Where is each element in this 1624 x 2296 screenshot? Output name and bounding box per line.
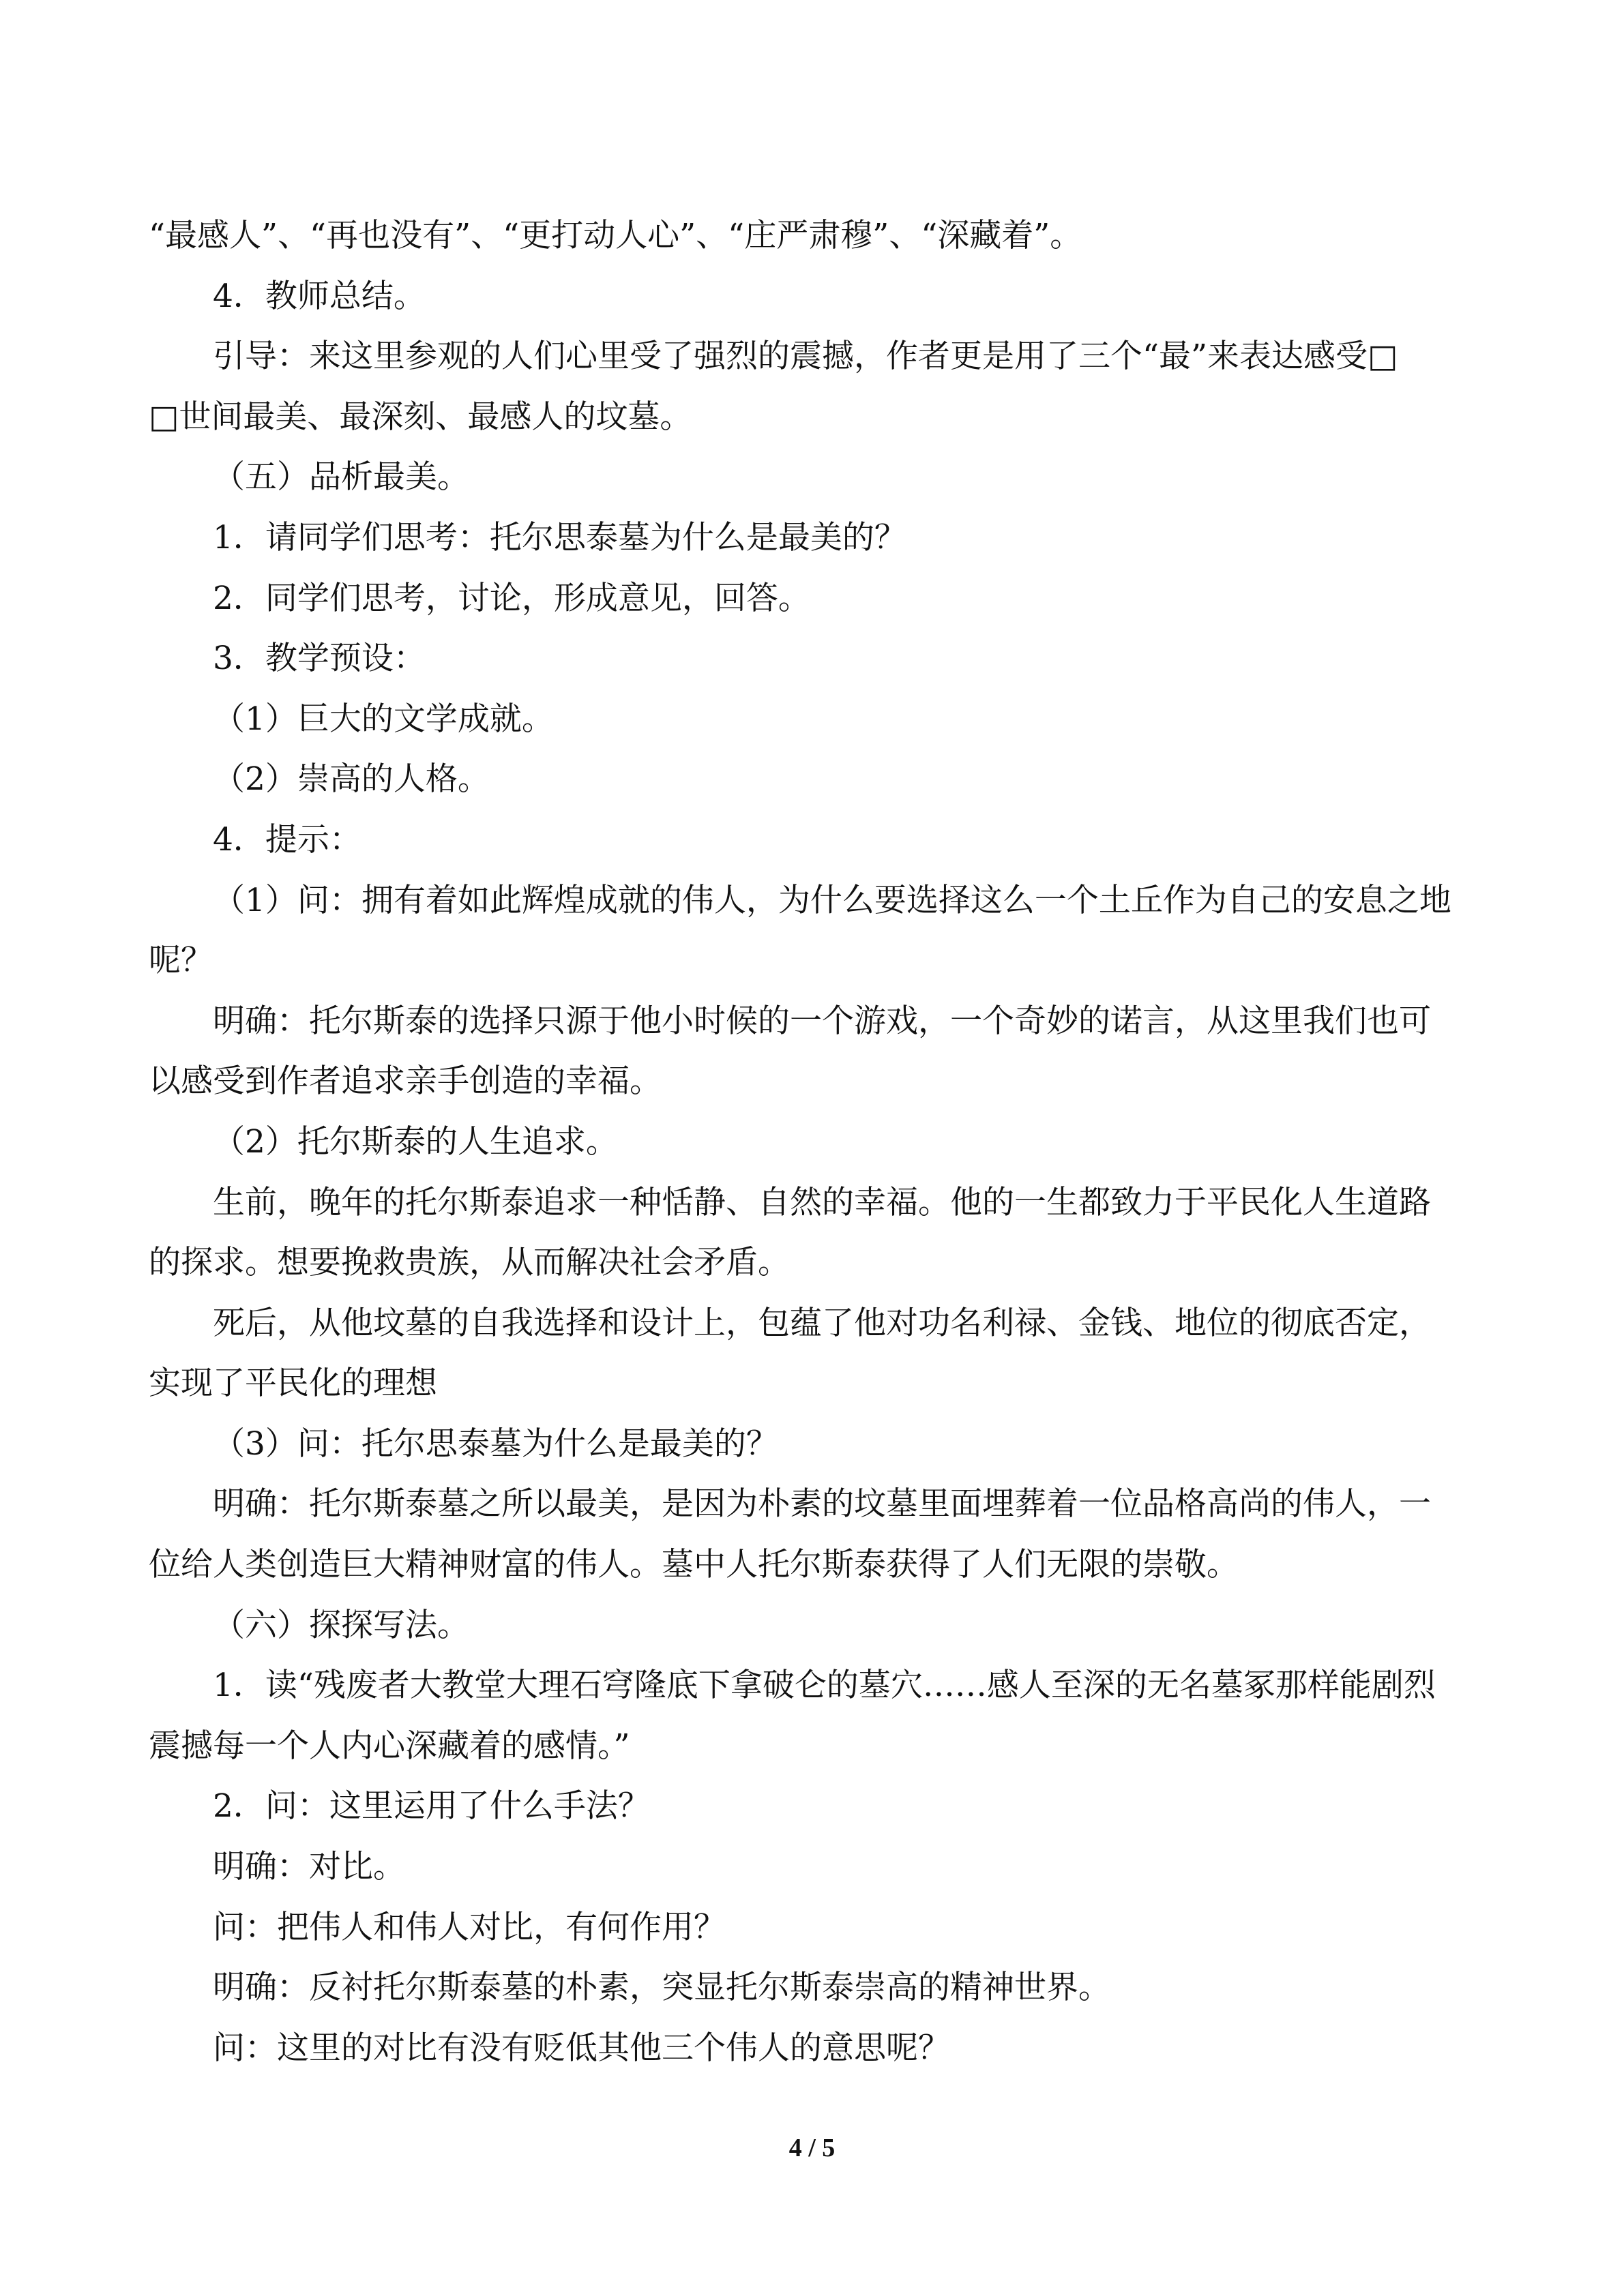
text-line: 明确：托尔斯泰的选择只源于他小时候的一个游戏，一个奇妙的诺言，从这里我们也可 xyxy=(213,1002,1431,1040)
text-line: 明确：对比。 xyxy=(213,1848,405,1886)
text-line: （1）巨大的文学成就。 xyxy=(213,700,554,738)
text-line: 1．请同学们思考：托尔思泰墓为什么是最美的？ xyxy=(213,518,906,556)
text-line: 4．提示： xyxy=(213,820,361,859)
text-line: 明确：反衬托尔斯泰墓的朴素，突显托尔斯泰崇高的精神世界。 xyxy=(213,1969,1110,2007)
text-line: 问：这里的对比有没有贬低其他三个伟人的意思呢？ xyxy=(213,2029,950,2067)
text-line: 1．读“残废者大教堂大理石穹隆底下拿破仑的墓穴……感人至深的无名墓冢那样能剧烈 xyxy=(213,1667,1436,1705)
text-line: （1）问：拥有着如此辉煌成就的伟人，为什么要选择这么一个土丘作为自己的安息之地 xyxy=(213,881,1451,919)
text-line: 呢？ xyxy=(149,942,213,980)
text-line: （2）崇高的人格。 xyxy=(213,760,490,799)
text-line: 2．同学们思考，讨论，形成意见，回答。 xyxy=(213,579,810,617)
text-line: 问：把伟人和伟人对比，有何作用？ xyxy=(213,1908,726,1946)
text-line: 震撼每一个人内心深藏着的感情。” xyxy=(149,1727,630,1765)
text-line: “最感人”、“再也没有”、“更打动人心”、“庄严肃穆”、“深藏着”。 xyxy=(149,217,1082,254)
text-line: 2．问：这里运用了什么手法？ xyxy=(213,1787,650,1825)
text-line: 位给人类创造巨大精神财富的伟人。墓中人托尔斯泰获得了人们无限的崇敬。 xyxy=(149,1546,1239,1584)
text-line: （3）问：托尔思泰墓为什么是最美的？ xyxy=(213,1425,778,1463)
text-line: 实现了平民化的理想 xyxy=(149,1365,437,1403)
text-line: （六）探探写法。 xyxy=(213,1606,469,1644)
text-line: 生前，晚年的托尔斯泰追求一种恬静、自然的幸福。他的一生都致力于平民化人生道路 xyxy=(213,1183,1431,1221)
text-line: 死后，从他坟墓的自我选择和设计上，包蕴了他对功名利禄、金钱、地位的彻底否定， xyxy=(213,1304,1431,1342)
text-line: 引导：来这里参观的人们心里受了强烈的震撼，作者更是用了三个“最”来表达感受□ xyxy=(213,338,1398,376)
text-line: （2）托尔斯泰的人生追求。 xyxy=(213,1122,618,1161)
page-number: 4 / 5 xyxy=(788,2134,836,2162)
text-line: 4．教师总结。 xyxy=(213,277,426,315)
text-line: 以感受到作者追求亲手创造的幸福。 xyxy=(149,1062,662,1101)
text-line: □世间最美、最深刻、最感人的坟墓。 xyxy=(149,398,692,436)
text-line: 明确：托尔斯泰墓之所以最美，是因为朴素的坟墓里面埋葬着一位品格高尚的伟人，一 xyxy=(213,1485,1431,1523)
text-line: （五）品析最美。 xyxy=(213,458,469,496)
text-line: 的探求。想要挽救贵族，从而解决社会矛盾。 xyxy=(149,1244,790,1282)
text-line: 3．教学预设： xyxy=(213,640,426,678)
document-body xyxy=(149,206,1475,2078)
